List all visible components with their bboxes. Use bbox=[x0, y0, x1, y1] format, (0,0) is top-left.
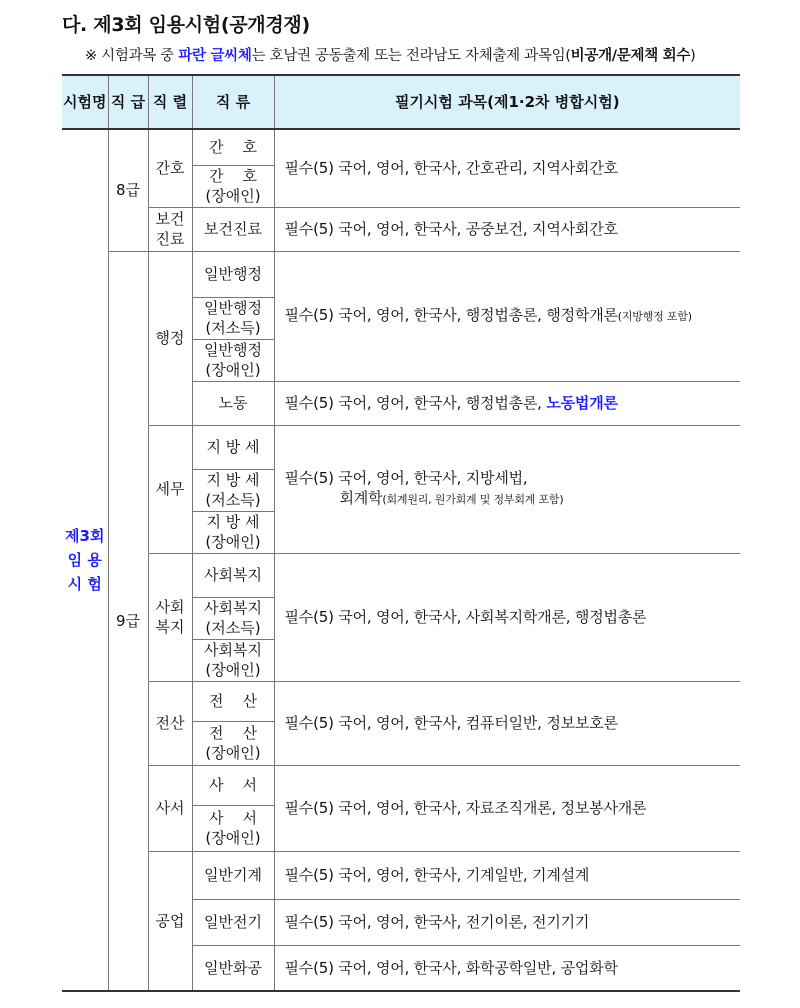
class-qualifier: (저소득) bbox=[205, 491, 261, 509]
subjects-cell: 필수(5) 국어, 영어, 한국사, 화학공학일반, 공업화학 bbox=[274, 945, 740, 991]
class-cell: 일반행정 bbox=[192, 251, 274, 297]
class-cell bbox=[192, 805, 274, 851]
series-line: 사회 bbox=[155, 598, 185, 616]
class-cell bbox=[192, 721, 274, 765]
class-name: 지 방 세 bbox=[206, 471, 260, 489]
series-cell bbox=[148, 207, 192, 251]
subjects-cell: 필수(5) 국어, 영어, 한국사, 전기이론, 전기기기 bbox=[274, 899, 740, 945]
class-cell bbox=[192, 165, 274, 207]
header-series: 직 렬 bbox=[148, 75, 192, 129]
subjects-main: 필수(5) 국어, 영어, 한국사, 행정법총론, bbox=[284, 394, 547, 412]
class-qualifier: (장애인) bbox=[205, 829, 261, 847]
class-cell bbox=[192, 469, 274, 511]
series-line: 복지 bbox=[155, 618, 185, 636]
class-name: 지 방 세 bbox=[206, 513, 260, 531]
class-cell bbox=[192, 597, 274, 639]
series-line: 보건 bbox=[155, 210, 185, 228]
subjects-note: (지방행정 포함) bbox=[617, 310, 692, 323]
subjects-cell: 필수(5) 국어, 영어, 한국사, 간호관리, 지역사회간호 bbox=[274, 129, 740, 207]
class-name: 전 산 bbox=[208, 724, 258, 742]
subjects-cell: 필수(5) 국어, 영어, 한국사, 자료조직개론, 정보봉사개론 bbox=[274, 765, 740, 851]
class-cell: 사 서 bbox=[192, 765, 274, 805]
subjects-cell: 필수(5) 국어, 영어, 한국사, 컴퓨터일반, 정보보호론 bbox=[274, 681, 740, 765]
class-cell: 일반전기 bbox=[192, 899, 274, 945]
subjects-main: 필수(5) 국어, 영어, 한국사, 지방세법, bbox=[284, 469, 528, 487]
class-qualifier: (장애인) bbox=[205, 744, 261, 762]
class-cell bbox=[192, 339, 274, 381]
note-bold: 비공개/문제책 회수 bbox=[570, 48, 691, 64]
class-cell: 간 호 bbox=[192, 129, 274, 165]
class-name: 사회복지 bbox=[204, 641, 262, 659]
series-cell: 간호 bbox=[148, 129, 192, 207]
class-name: 사 서 bbox=[208, 809, 258, 827]
series-cell: 사서 bbox=[148, 765, 192, 851]
note-prefix: ※ 시험과목 중 bbox=[85, 48, 179, 64]
table-row bbox=[62, 851, 740, 899]
series-cell bbox=[148, 553, 192, 681]
exam-name-line: 시 험 bbox=[67, 575, 102, 593]
subjects-line2 bbox=[285, 488, 564, 510]
table-row bbox=[62, 207, 740, 251]
subjects-cell bbox=[274, 381, 740, 425]
class-name: 일반행정 bbox=[204, 299, 262, 317]
exam-name-line: 임 용 bbox=[67, 551, 102, 569]
class-cell bbox=[192, 511, 274, 553]
table-row bbox=[62, 681, 740, 721]
table-row bbox=[62, 251, 740, 297]
subjects-main: 회계학 bbox=[339, 489, 383, 507]
class-qualifier: (장애인) bbox=[205, 187, 261, 205]
header-subjects: 필기시험 과목(제1·2차 병합시험) bbox=[274, 75, 740, 129]
table-row bbox=[62, 425, 740, 469]
subjects-cell: 필수(5) 국어, 영어, 한국사, 사회복지학개론, 행정법총론 bbox=[274, 553, 740, 681]
subjects-note: (회계원리, 원가회계 및 정부회계 포함) bbox=[382, 493, 564, 506]
exam-subject-table bbox=[62, 74, 740, 992]
grade-cell: 9급 bbox=[108, 251, 148, 991]
exam-name-cell bbox=[62, 129, 108, 991]
note-suffix: ) bbox=[690, 48, 696, 64]
series-cell: 세무 bbox=[148, 425, 192, 553]
series-cell: 전산 bbox=[148, 681, 192, 765]
subjects-main: 필수(5) 국어, 영어, 한국사, 행정법총론, 행정학개론 bbox=[284, 306, 618, 324]
subjects-cell: 필수(5) 국어, 영어, 한국사, 공중보건, 지역사회간호 bbox=[274, 207, 740, 251]
note-highlight: 파란 글씨체 bbox=[178, 48, 252, 64]
header-exam: 시험명 bbox=[62, 75, 108, 129]
table-row bbox=[62, 129, 740, 165]
class-cell: 일반기계 bbox=[192, 851, 274, 899]
class-cell: 보건진료 bbox=[192, 207, 274, 251]
series-cell: 행정 bbox=[148, 251, 192, 425]
class-name: 간 호 bbox=[208, 167, 258, 185]
class-cell: 사회복지 bbox=[192, 553, 274, 597]
series-line: 진료 bbox=[155, 230, 185, 248]
subjects-cell bbox=[274, 425, 740, 553]
subjects-blue: 노동법개론 bbox=[546, 394, 618, 412]
table-row bbox=[62, 765, 740, 805]
exam-name-line: 제3회 bbox=[65, 527, 105, 545]
class-qualifier: (저소득) bbox=[205, 619, 261, 637]
class-cell: 지 방 세 bbox=[192, 425, 274, 469]
subject-note bbox=[85, 44, 695, 65]
class-qualifier: (저소득) bbox=[205, 319, 261, 337]
subjects-cell bbox=[274, 251, 740, 381]
class-qualifier: (장애인) bbox=[205, 533, 261, 551]
class-qualifier: (장애인) bbox=[205, 361, 261, 379]
header-class: 직 류 bbox=[192, 75, 274, 129]
class-cell bbox=[192, 297, 274, 339]
class-name: 일반행정 bbox=[204, 341, 262, 359]
header-grade: 직 급 bbox=[108, 75, 148, 129]
class-cell bbox=[192, 639, 274, 681]
series-cell: 공업 bbox=[148, 851, 192, 991]
table-header-row bbox=[62, 75, 740, 129]
class-cell: 일반화공 bbox=[192, 945, 274, 991]
table-row bbox=[62, 553, 740, 597]
grade-cell: 8급 bbox=[108, 129, 148, 251]
section-title: 다. 제3회 임용시험(공개경쟁) bbox=[62, 14, 310, 36]
class-cell: 전 산 bbox=[192, 681, 274, 721]
subjects-cell: 필수(5) 국어, 영어, 한국사, 기계일반, 기계설계 bbox=[274, 851, 740, 899]
class-qualifier: (장애인) bbox=[205, 661, 261, 679]
class-cell: 노동 bbox=[192, 381, 274, 425]
class-name: 사회복지 bbox=[204, 599, 262, 617]
note-middle: 는 호남권 공동출제 또는 전라남도 자체출제 과목임( bbox=[251, 48, 571, 64]
